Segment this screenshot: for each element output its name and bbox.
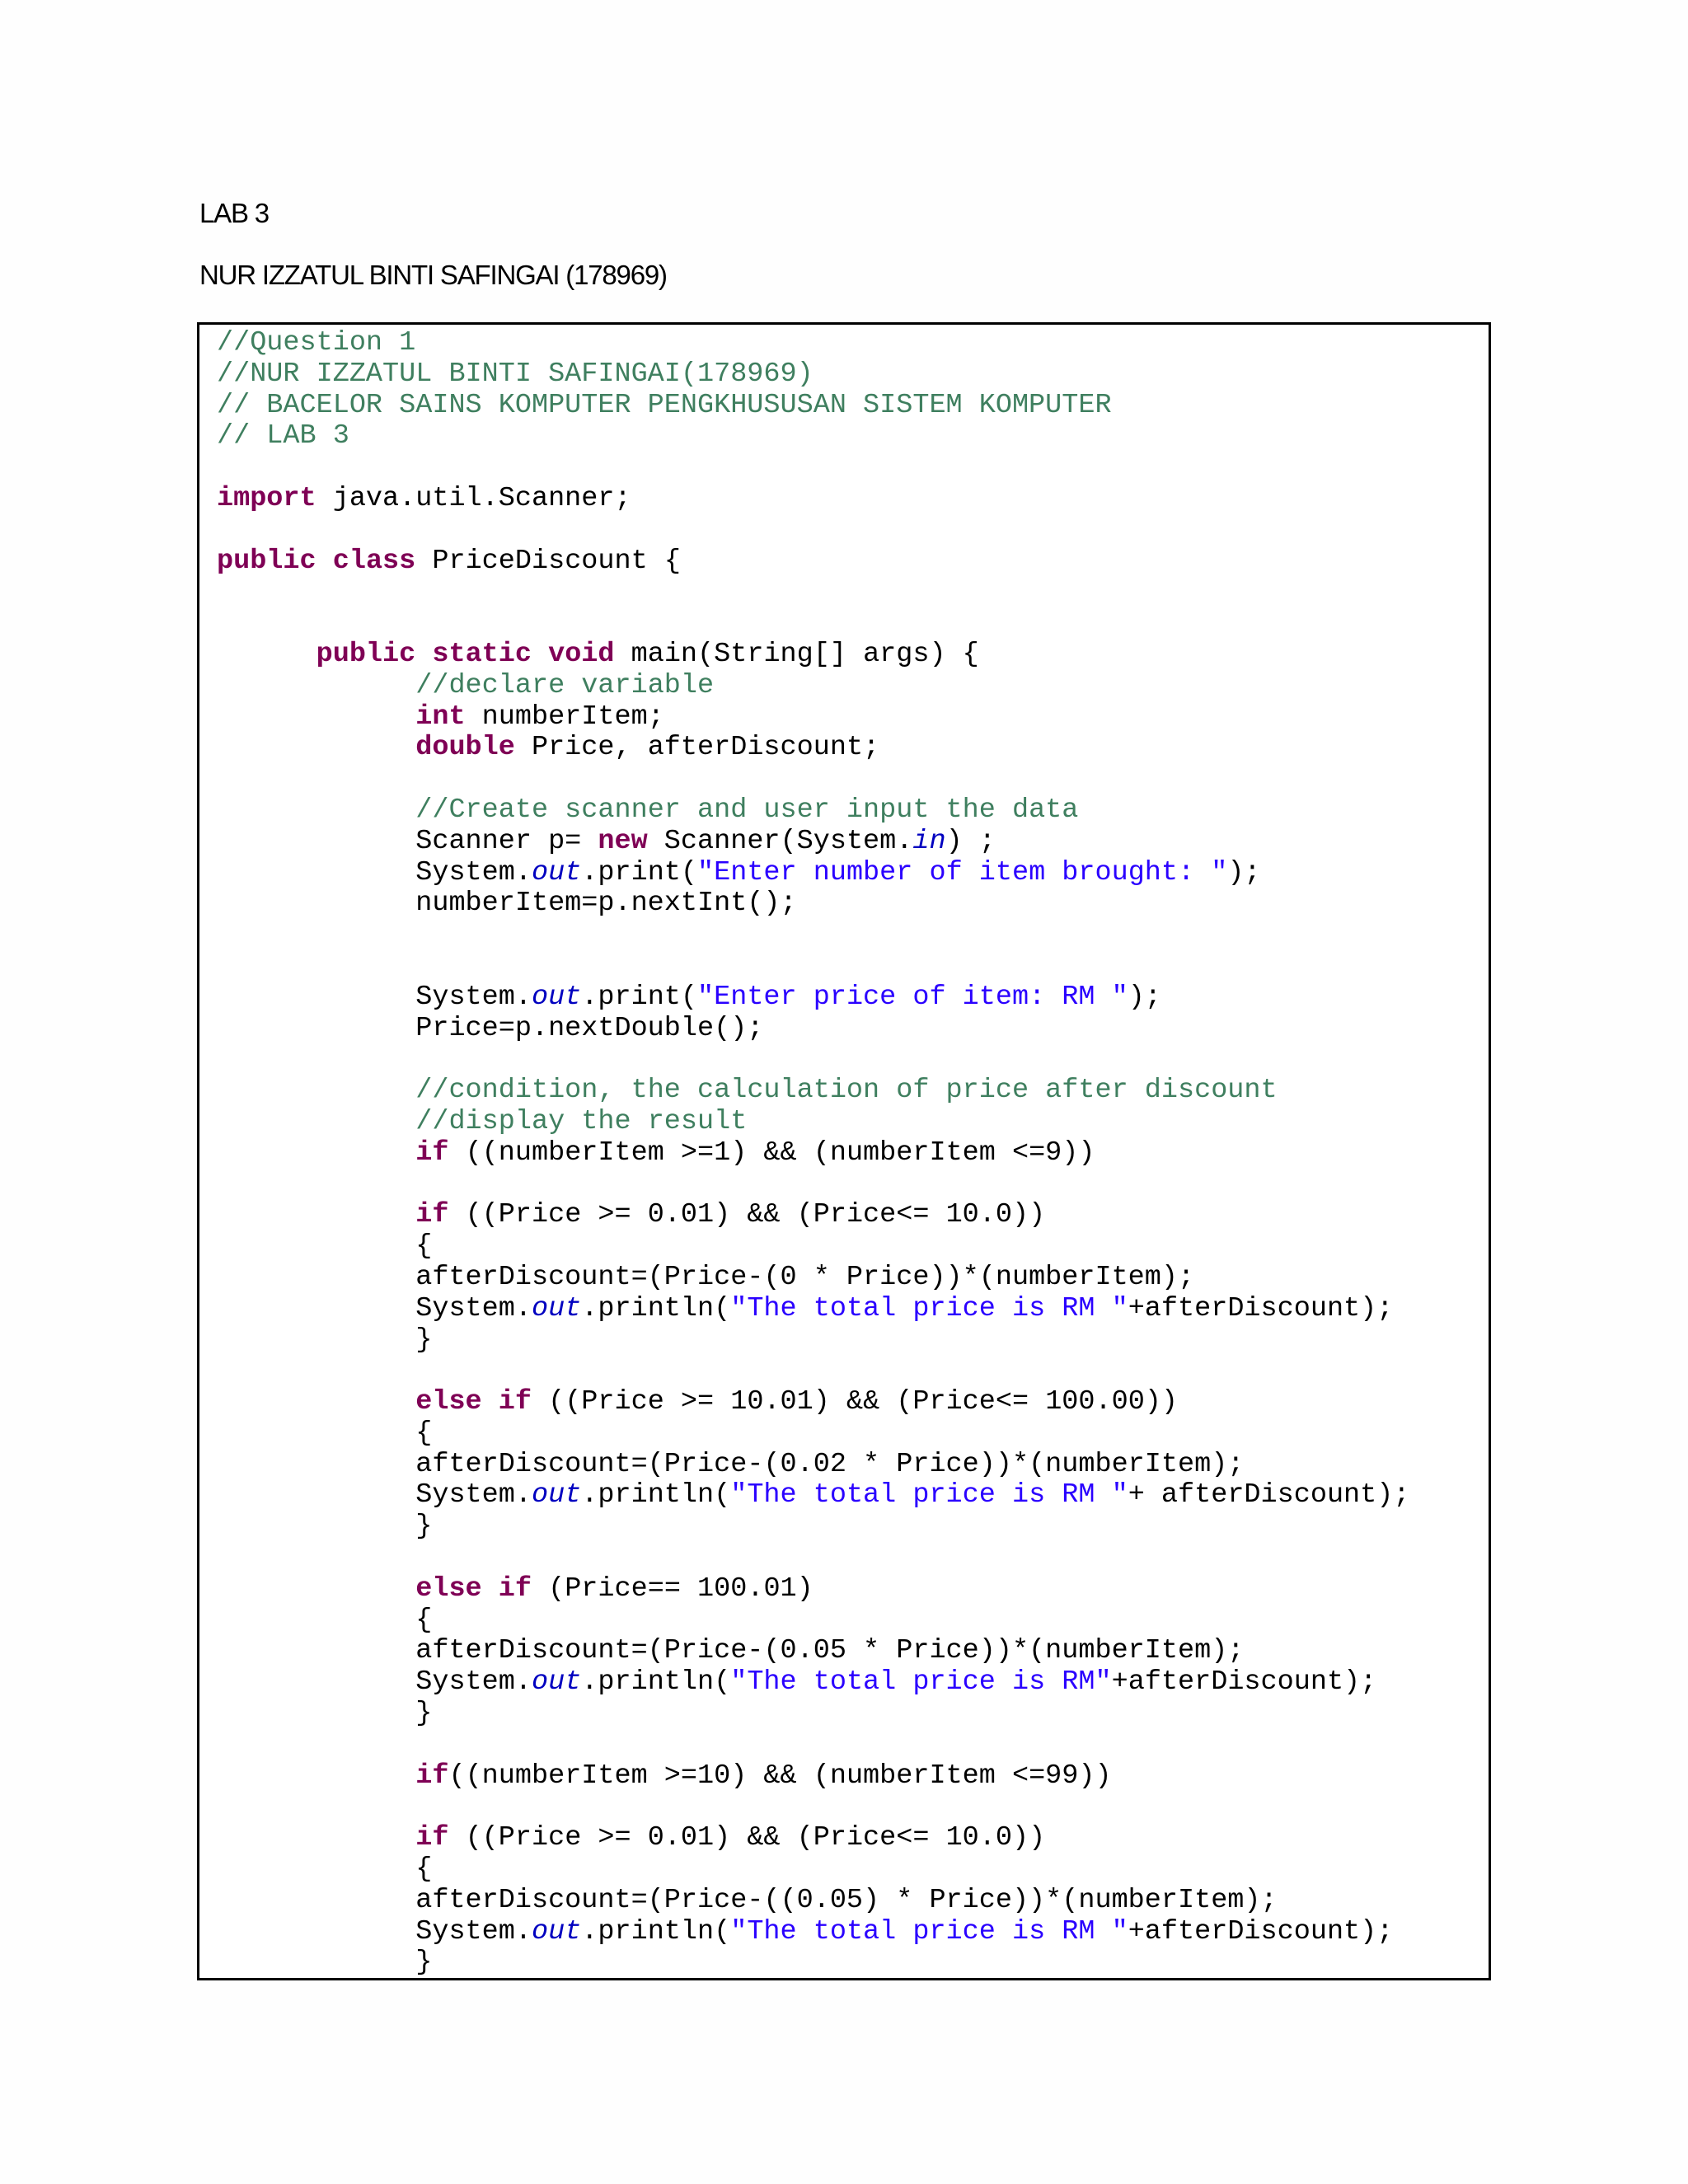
code-token: ((Price >= 0.01) && (Price<= 10.0)) — [448, 1199, 1046, 1231]
code-token — [217, 1822, 415, 1854]
code-token — [217, 1137, 415, 1169]
code-line — [217, 1014, 1409, 1045]
code-token: Scanner p= — [217, 825, 598, 857]
code-token: class — [332, 545, 416, 577]
code-token: ((Price >= 0.01) && (Price<= 10.0)) — [448, 1822, 1046, 1854]
code-line — [217, 421, 1409, 452]
code-line — [217, 1511, 1409, 1543]
code-line — [217, 640, 1409, 671]
code-token: in — [912, 825, 946, 857]
code-token: //display the result — [415, 1105, 748, 1137]
code-token: +afterDiscount); — [1128, 1292, 1394, 1324]
code-token — [217, 794, 415, 826]
code-line — [217, 484, 1409, 515]
code-token: else — [415, 1386, 482, 1418]
code-token: java.util.Scanner; — [316, 482, 631, 514]
code-token: { — [217, 1604, 433, 1636]
code-line — [217, 1387, 1409, 1418]
code-listing-box — [197, 322, 1491, 1980]
code-line — [217, 1107, 1409, 1138]
code-token: //Question 1 — [217, 327, 416, 359]
code-line — [217, 1574, 1409, 1605]
code-token: afterDiscount=(Price-(0.02 * Price))*(numberItem); — [217, 1448, 1245, 1480]
code-line — [217, 1325, 1409, 1357]
code-line — [217, 1231, 1409, 1263]
code-token: } — [217, 1511, 433, 1543]
code-line — [217, 1667, 1409, 1699]
code-line — [217, 982, 1409, 1014]
code-token: ) ; — [945, 825, 996, 857]
code-token: "The total price is RM " — [730, 1292, 1128, 1324]
code-line — [217, 1886, 1409, 1917]
code-token: ); — [1227, 856, 1261, 888]
code-token: int — [415, 701, 466, 733]
code-token: numberItem; — [465, 701, 664, 733]
code-token — [217, 1760, 415, 1792]
code-token — [217, 1573, 415, 1605]
code-line — [217, 452, 1409, 484]
code-line — [217, 1823, 1409, 1854]
code-line — [217, 1076, 1409, 1107]
code-token — [217, 1386, 415, 1418]
code-line — [217, 1730, 1409, 1761]
code-token: } — [217, 1324, 433, 1356]
code-token: (Price== 100.01) — [532, 1572, 814, 1605]
code-token: .println( — [581, 1479, 731, 1511]
code-line — [217, 1294, 1409, 1325]
code-token: afterDiscount=(Price-(0.05 * Price))*(numberItem); — [217, 1635, 1245, 1667]
code-token: if — [498, 1572, 532, 1605]
code-line — [217, 733, 1409, 764]
code-token: out — [531, 1915, 582, 1947]
code-token: { — [217, 1417, 433, 1449]
code-token: out — [531, 981, 582, 1013]
code-token: if — [415, 1822, 449, 1854]
code-line — [217, 515, 1409, 546]
student-name-line: NUR IZZATUL BINTI SAFINGAI (178969) — [199, 260, 667, 290]
code-token: if — [415, 1199, 449, 1231]
code-token: out — [531, 1666, 582, 1699]
code-token — [532, 639, 548, 670]
code-token: } — [217, 1698, 433, 1730]
code-token: +afterDiscount); — [1111, 1666, 1377, 1699]
code-token: afterDiscount=(Price-(0 * Price))*(numberItem); — [217, 1261, 1195, 1293]
code-token — [316, 546, 333, 577]
code-line — [217, 1044, 1409, 1076]
code-line — [217, 951, 1409, 982]
code-token: System. — [217, 1479, 532, 1511]
code-token: main(String[] args) { — [614, 638, 979, 670]
code-token: //NUR IZZATUL BINTI SAFINGAI(178969) — [217, 358, 814, 390]
code-token — [217, 639, 316, 670]
code-line — [217, 920, 1409, 951]
code-line — [217, 1356, 1409, 1387]
code-token: Scanner(System. — [647, 825, 913, 857]
code-line — [217, 1200, 1409, 1231]
code-token: "The total price is RM" — [730, 1666, 1112, 1699]
code-token: .print( — [581, 856, 698, 888]
code-token: .println( — [581, 1915, 731, 1947]
code-line — [217, 1917, 1409, 1948]
code-token: static — [432, 638, 532, 670]
code-token: PriceDiscount { — [415, 545, 681, 577]
code-token: out — [531, 1479, 582, 1511]
code-token: new — [598, 825, 648, 857]
code-line — [217, 1543, 1409, 1574]
code-token: //condition, the calculation of price after discount — [415, 1075, 1278, 1107]
code-line — [217, 1605, 1409, 1637]
code-token: ); — [1128, 981, 1161, 1013]
code-token — [217, 701, 415, 733]
code-token: .println( — [581, 1292, 731, 1324]
code-token: out — [531, 1292, 582, 1324]
code-token: System. — [217, 856, 532, 888]
code-token — [217, 670, 415, 701]
code-token: System. — [217, 1915, 532, 1947]
code-line — [217, 888, 1409, 920]
code-token: Price=p.nextDouble(); — [217, 1012, 764, 1044]
code-line — [217, 391, 1409, 422]
code-token: } — [217, 1947, 433, 1979]
code-token: +afterDiscount); — [1128, 1915, 1394, 1947]
code-token: double — [415, 732, 515, 764]
code-token: if — [498, 1386, 532, 1418]
code-line — [217, 1947, 1409, 1979]
code-line — [217, 1480, 1409, 1511]
code-token — [482, 1386, 499, 1418]
code-token: ((Price >= 10.01) && (Price<= 100.00)) — [532, 1386, 1179, 1418]
code-token: public — [316, 638, 416, 670]
code-token: public — [217, 545, 316, 577]
code-line — [217, 1636, 1409, 1667]
code-line — [217, 359, 1409, 391]
code-token: import — [217, 482, 316, 514]
code-line — [217, 827, 1409, 858]
code-token: afterDiscount=(Price-((0.05) * Price))*(numberItem); — [217, 1884, 1278, 1916]
code-token: "Enter number of item brought: " — [697, 856, 1228, 888]
code-line — [217, 546, 1409, 578]
code-token: .print( — [581, 981, 698, 1013]
code-token: if — [415, 1760, 449, 1792]
code-token: "The total price is RM " — [730, 1479, 1128, 1511]
code-token: else — [415, 1572, 482, 1605]
code-line — [217, 1169, 1409, 1201]
code-line — [217, 1450, 1409, 1481]
code-line — [217, 1761, 1409, 1793]
code-line — [217, 858, 1409, 889]
code-token: out — [531, 856, 582, 888]
code-token — [415, 639, 432, 670]
code-token: "Enter price of item: RM " — [697, 981, 1128, 1013]
code-line — [217, 1854, 1409, 1886]
code-token — [217, 732, 415, 763]
code-line — [217, 1138, 1409, 1169]
lab-title: LAB 3 — [199, 198, 269, 228]
code-token: { — [217, 1854, 433, 1886]
code-token: System. — [217, 1292, 532, 1324]
code-token: Price, afterDiscount; — [514, 732, 880, 764]
code-token: .println( — [581, 1666, 731, 1699]
code-line — [217, 702, 1409, 733]
code-token: numberItem=p.nextInt(); — [217, 888, 797, 920]
code-token — [217, 1075, 415, 1106]
code-token: + afterDiscount); — [1128, 1479, 1410, 1511]
code-line — [217, 1699, 1409, 1730]
code-line — [217, 764, 1409, 795]
code-token — [217, 1199, 415, 1230]
code-line — [217, 1418, 1409, 1450]
code-line — [217, 577, 1409, 608]
java-code-listing — [217, 328, 1409, 1979]
code-line — [217, 1792, 1409, 1823]
code-line — [217, 1263, 1409, 1294]
code-token: ((numberItem >=1) && (numberItem <=9)) — [448, 1137, 1095, 1169]
code-token: //declare variable — [415, 669, 715, 701]
code-token: //Create scanner and user input the data — [415, 794, 1079, 826]
code-token: void — [548, 638, 615, 670]
code-token: "The total price is RM " — [730, 1915, 1128, 1947]
code-token: System. — [217, 1666, 532, 1699]
code-token — [482, 1573, 499, 1605]
code-line — [217, 795, 1409, 827]
code-token: System. — [217, 981, 532, 1013]
code-line — [217, 328, 1409, 359]
code-token: ((numberItem >=10) && (numberItem <=99)) — [448, 1760, 1112, 1792]
code-token: { — [217, 1230, 433, 1263]
code-line — [217, 608, 1409, 640]
code-line — [217, 671, 1409, 702]
code-token — [217, 1106, 415, 1137]
code-token: // LAB 3 — [217, 420, 349, 452]
code-token: if — [415, 1137, 449, 1169]
code-token: // BACELOR SAINS KOMPUTER PENGKHUSUSAN SISTEM KOMPUTER — [217, 389, 1112, 421]
